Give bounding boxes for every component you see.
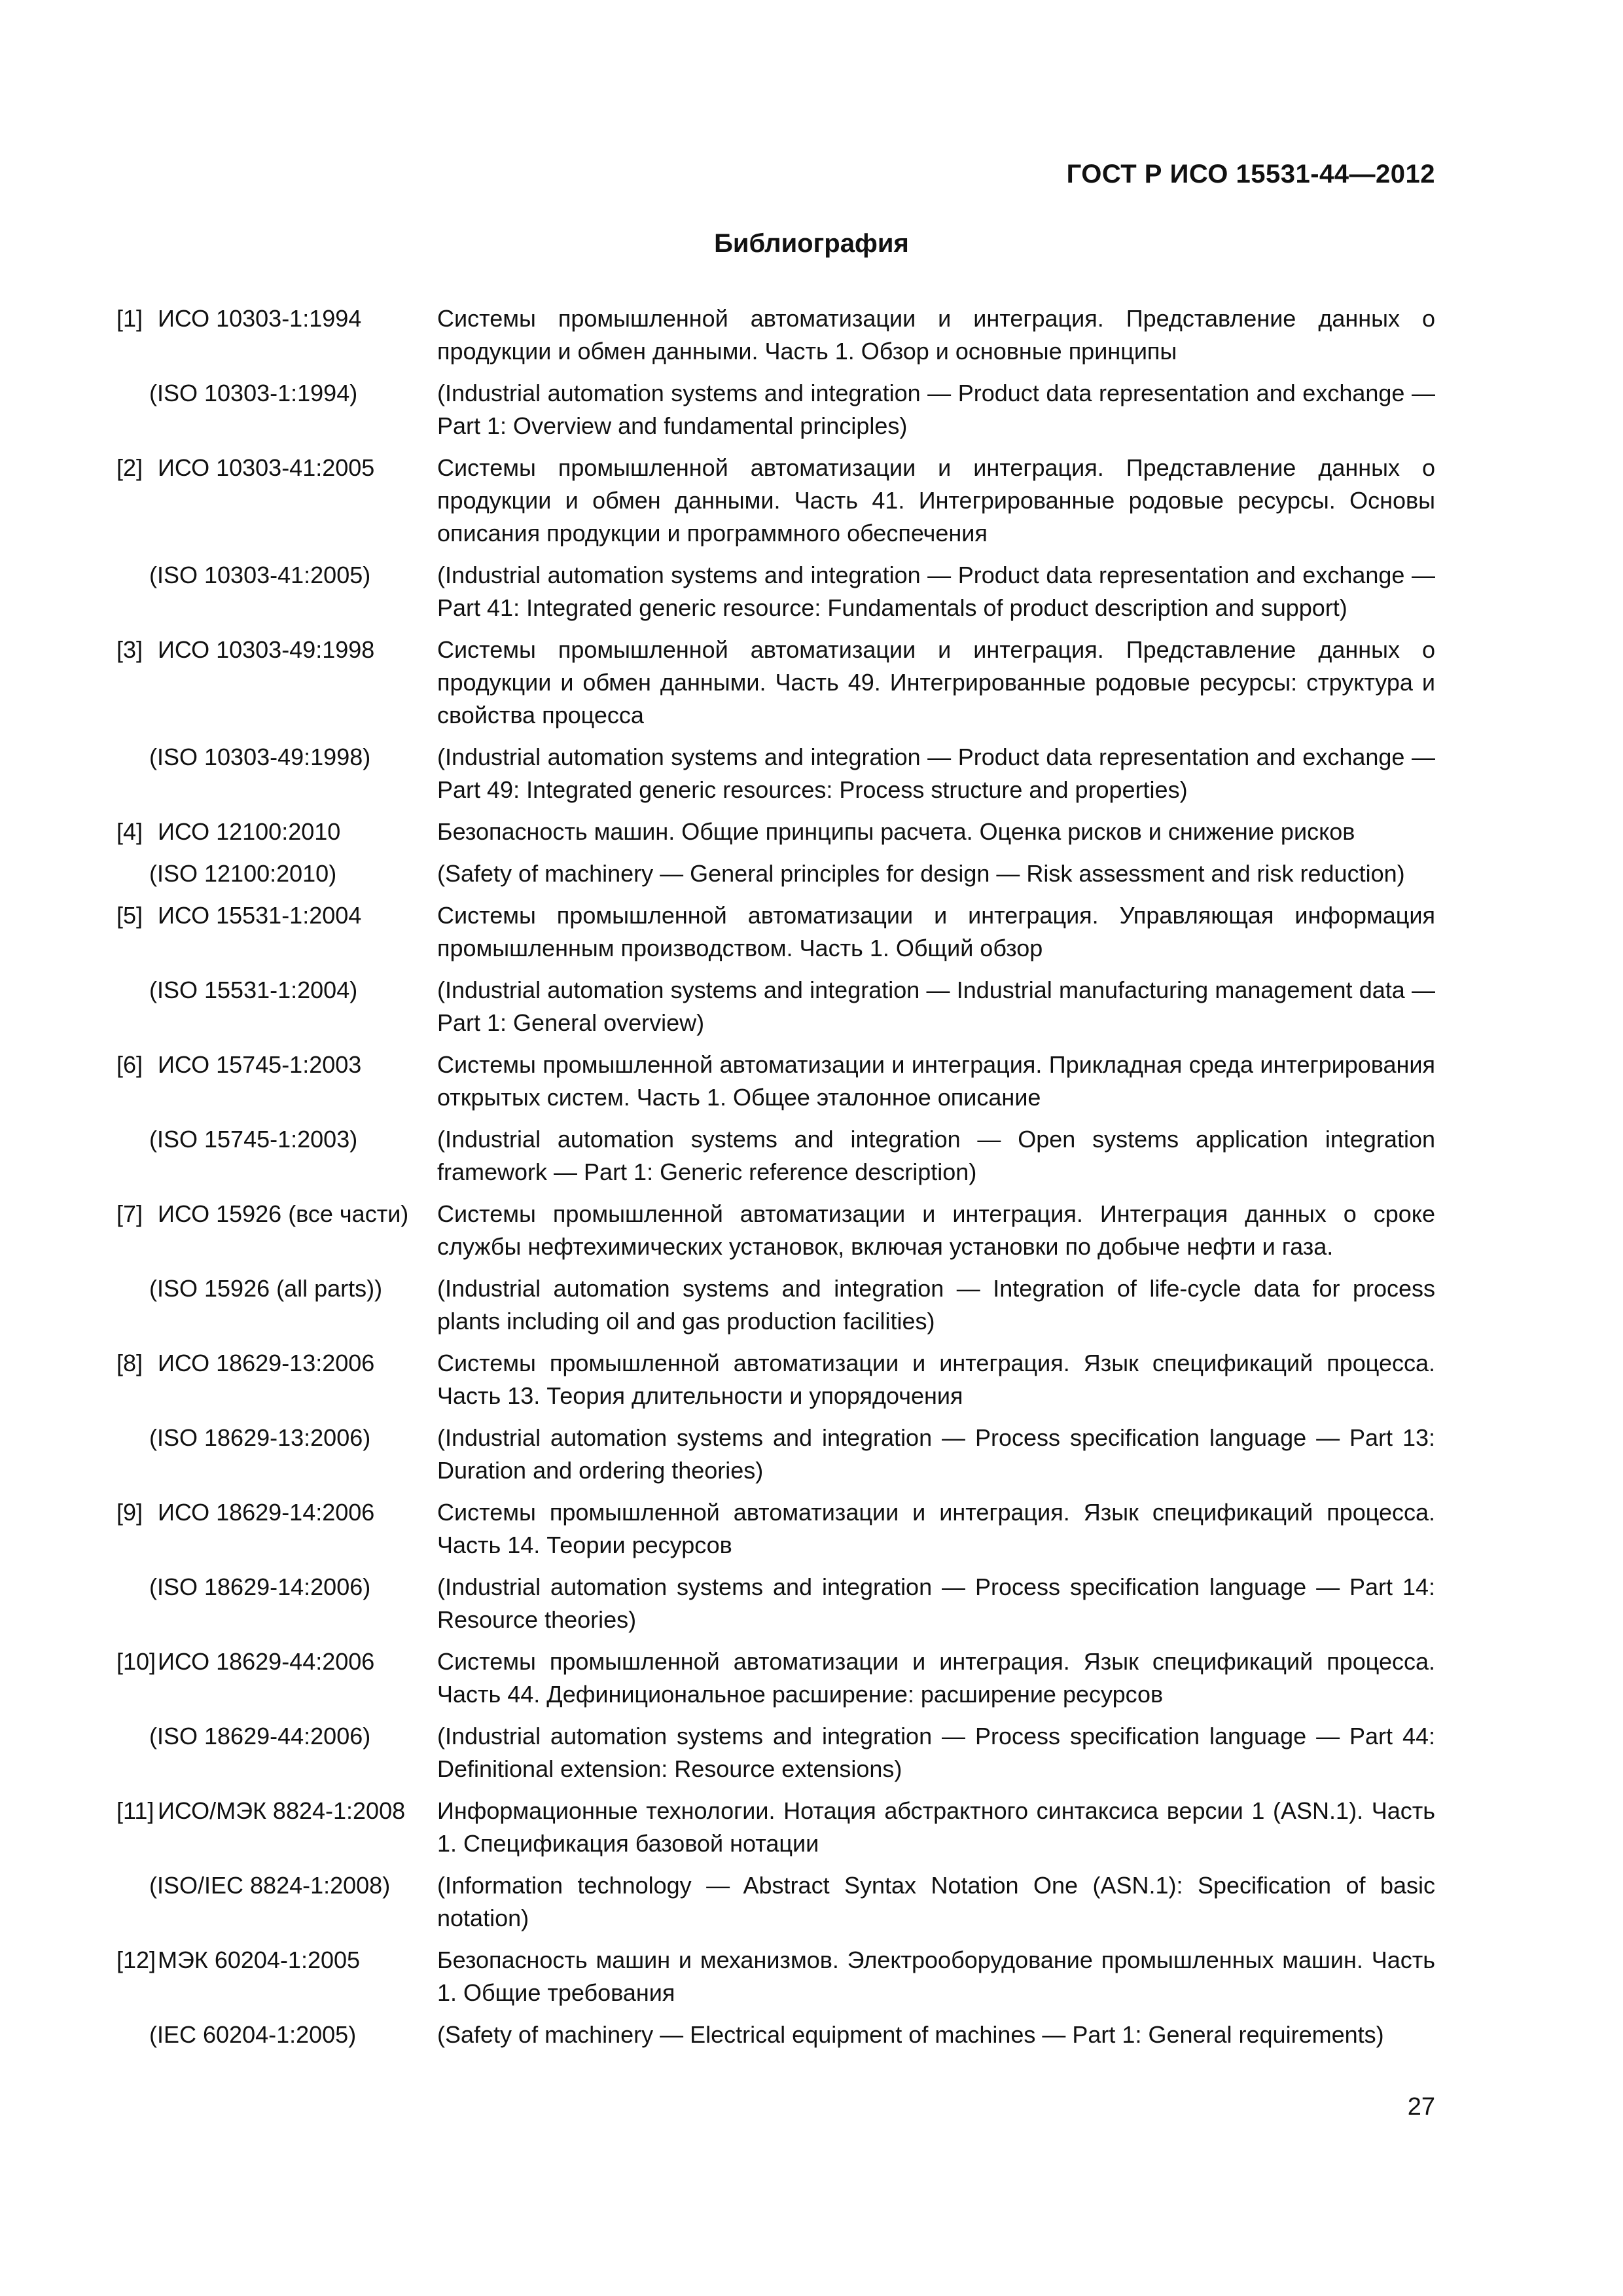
- entry-title-en: (Industrial automation systems and integration — Integration of life-cycle data for process plants including oil and gas production facilities): [437, 1275, 1435, 1335]
- entry-title-ru: Системы промышленной автоматизации и интеграция. Язык спецификаций процесса. Часть 13. Теория длительности и упорядочения: [437, 1350, 1435, 1409]
- bibliography-entry: [116, 1049, 1435, 1114]
- bibliography-entry: [116, 816, 1435, 848]
- bibliography-list: [116, 302, 1435, 2051]
- entry-code-ru: ИСО 18629-13:2006: [158, 1350, 375, 1376]
- bibliography-entry-original: [116, 1123, 1435, 1189]
- entry-title-ru: Системы промышленной автоматизации и интеграция. Язык спецификаций процесса. Часть 44. Дефинициональное расширение: расширение ресурсов: [437, 1648, 1435, 1708]
- entry-title-ru: Системы промышленной автоматизации и интеграция. Прикладная среда интегрирования открытых систем. Часть 1. Общее эталонное описание: [437, 1051, 1435, 1111]
- bibliography-entry: [116, 1944, 1435, 2009]
- entry-title-ru: Системы промышленной автоматизации и интеграция. Представление данных о продукции и обмен данными. Часть 1. Обзор и основные принципы: [437, 305, 1435, 365]
- entry-number: [3]: [116, 636, 143, 663]
- entry-number: [11]: [116, 1797, 154, 1824]
- bibliography-entry-original: [116, 1422, 1435, 1487]
- entry-code-ru: ИСО 15745-1:2003: [158, 1051, 362, 1078]
- page-title: Библиография: [714, 229, 909, 258]
- entry-code-en: (ISO 10303-49:1998): [149, 744, 371, 770]
- entry-title-ru: Системы промышленной автоматизации и интеграция. Интеграция данных о сроке службы нефтехимических установок, включая установки по добыче нефти и газа.: [437, 1200, 1435, 1260]
- entry-title-ru: Информационные технологии. Нотация абстрактного синтаксиса версии 1 (ASN.1). Часть 1. Спецификация базовой нотации: [437, 1797, 1435, 1857]
- bibliography-entry-original: [116, 559, 1435, 624]
- bibliography-entry-original: [116, 1571, 1435, 1636]
- bibliography-entry: [116, 1347, 1435, 1412]
- bibliography-entry: [116, 1198, 1435, 1263]
- entry-code-ru: ИСО 10303-41:2005: [158, 454, 375, 481]
- bibliography-entry-original: [116, 1272, 1435, 1338]
- entry-title-ru: Системы промышленной автоматизации и интеграция. Представление данных о продукции и обмен данными. Часть 41. Интегрированные родовые ресурсы. Основы описания продукции и программного обеспечения: [437, 454, 1435, 547]
- bibliography-entry-original: [116, 1869, 1435, 1935]
- bibliography-entry-original: [116, 857, 1435, 890]
- entry-title-ru: Системы промышленной автоматизации и интеграция. Язык спецификаций процесса. Часть 14. Теории ресурсов: [437, 1499, 1435, 1558]
- entry-code-ru: ИСО 10303-1:1994: [158, 305, 362, 332]
- entry-code-en: (ISO/IEC 8824-1:2008): [149, 1872, 391, 1899]
- entry-title-en: (Industrial automation systems and integration — Process specification language — Part 44: Definitional extension: Resource extensions): [437, 1723, 1435, 1782]
- entry-code-ru: ИСО 15926 (все части): [158, 1200, 409, 1227]
- entry-code-en: (ISO 15745-1:2003): [149, 1126, 358, 1153]
- bibliography-entry: [116, 1496, 1435, 1562]
- entry-title-en: (Industrial automation systems and integration — Product data representation and exchange — Part 1: Overview and fundamental principles): [437, 380, 1435, 439]
- bibliography-entry-original: [116, 1720, 1435, 1785]
- entry-code-en: (ISO 18629-14:2006): [149, 1573, 371, 1600]
- bibliography-entry: [116, 899, 1435, 965]
- bibliography-entry: [116, 452, 1435, 550]
- entry-code-en: (ISO 18629-44:2006): [149, 1723, 371, 1749]
- entry-number: [12]: [116, 1946, 156, 1973]
- bibliography-entry: [116, 634, 1435, 732]
- entry-code-ru: ИСО 12100:2010: [158, 818, 341, 845]
- entry-code-ru: МЭК 60204-1:2005: [158, 1946, 361, 1973]
- entry-code-en: (ISO 12100:2010): [149, 860, 337, 887]
- entry-code-ru: ИСО 10303-49:1998: [158, 636, 375, 663]
- entry-number: [7]: [116, 1200, 143, 1227]
- entry-number: [2]: [116, 454, 143, 481]
- entry-title-en: (Industrial automation systems and integration — Process specification language — Part 14: Resource theories): [437, 1573, 1435, 1633]
- entry-code-en: (ISO 15531-1:2004): [149, 977, 358, 1003]
- entry-code-ru: ИСО 18629-14:2006: [158, 1499, 375, 1526]
- entry-code-ru: ИСО 15531-1:2004: [158, 902, 362, 929]
- bibliography-entry: [116, 1645, 1435, 1711]
- entry-title-en: (Industrial automation systems and integration — Industrial manufacturing management data — Part 1: General overview): [437, 977, 1435, 1036]
- entry-code-en: (ISO 10303-1:1994): [149, 380, 358, 406]
- entry-code-en: (IEC 60204-1:2005): [149, 2021, 357, 2048]
- entry-number: [4]: [116, 818, 143, 845]
- entry-code-ru: ИСО 18629-44:2006: [158, 1648, 375, 1675]
- bibliography-entry-original: [116, 2018, 1435, 2051]
- page-number: 27: [1407, 2093, 1435, 2121]
- bibliography-entry-original: [116, 741, 1435, 806]
- entry-code-ru: ИСО/МЭК 8824-1:2008: [158, 1797, 406, 1824]
- entry-code-en: (ISO 15926 (all parts)): [149, 1275, 383, 1302]
- bibliography-entry-original: [116, 377, 1435, 442]
- entry-code-en: (ISO 10303-41:2005): [149, 562, 371, 588]
- bibliography-entry: [116, 1795, 1435, 1860]
- document-standard-header: ГОСТ Р ИСО 15531-44—2012: [1066, 160, 1435, 188]
- bibliography-entry: [116, 302, 1435, 368]
- entry-title-en: (Safety of machinery — General principles for design — Risk assessment and risk reduction): [437, 860, 1405, 887]
- bibliography-entry-original: [116, 974, 1435, 1039]
- entry-title-ru: Безопасность машин и механизмов. Электрооборудование промышленных машин. Часть 1. Общие требования: [437, 1946, 1435, 2006]
- entry-title-en: (Industrial automation systems and integration — Product data representation and exchange — Part 41: Integrated generic resource: Fundamentals of product description and support): [437, 562, 1435, 621]
- entry-title-ru: Системы промышленной автоматизации и интеграция. Управляющая информация промышленным производством. Часть 1. Общий обзор: [437, 902, 1435, 961]
- entry-title-ru: Системы промышленной автоматизации и интеграция. Представление данных о продукции и обмен данными. Часть 49. Интегрированные родовые ресурсы: структура и свойства процесса: [437, 636, 1435, 728]
- entry-title-en: (Industrial automation systems and integration — Process specification language — Part 13: Duration and ordering theories): [437, 1424, 1435, 1484]
- entry-code-en: (ISO 18629-13:2006): [149, 1424, 371, 1451]
- entry-title-en: (Industrial automation systems and integration — Product data representation and exchange — Part 49: Integrated generic resources: Process structure and properties): [437, 744, 1435, 803]
- entry-number: [6]: [116, 1051, 143, 1078]
- entry-title-ru: Безопасность машин. Общие принципы расчета. Оценка рисков и снижение рисков: [437, 818, 1355, 845]
- entry-number: [1]: [116, 305, 143, 332]
- entry-title-en: (Safety of machinery — Electrical equipment of machines — Part 1: General requirements): [437, 2021, 1384, 2048]
- entry-title-en: (Information technology — Abstract Syntax Notation One (ASN.1): Specification of basic notation): [437, 1872, 1435, 1931]
- entry-number: [5]: [116, 902, 143, 929]
- entry-number: [8]: [116, 1350, 143, 1376]
- entry-number: [10]: [116, 1648, 156, 1675]
- entry-number: [9]: [116, 1499, 143, 1526]
- entry-title-en: (Industrial automation systems and integration — Open systems application integration framework — Part 1: Generic reference description): [437, 1126, 1435, 1185]
